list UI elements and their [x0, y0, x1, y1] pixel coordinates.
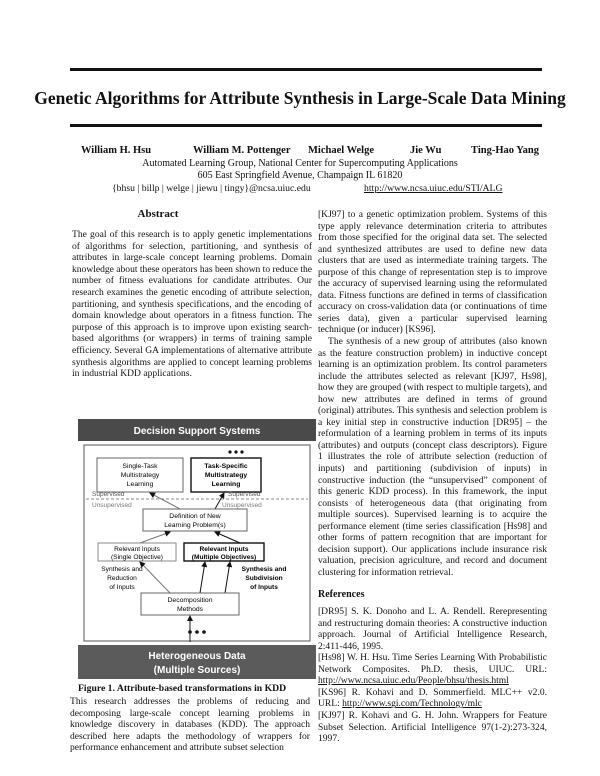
- decomposition-label: Decomposition: [167, 597, 213, 604]
- synth-subdivision-label: Synthesis and: [241, 566, 287, 573]
- unsupervised-label: Unsupervised: [92, 502, 132, 509]
- synth-reduction-label: Synthesis and: [101, 566, 143, 573]
- reference-text: [KS96] R. Kohavi and D. Sommerfield. MLC++ v2.0. URL:: [318, 686, 547, 710]
- dot: [228, 450, 231, 453]
- reference-link[interactable]: http://www.sgi.com/Technology/mlc: [342, 698, 482, 710]
- address-line: 605 East Springfield Avenue, Champaign IL 61820: [197, 170, 403, 181]
- author: William M. Pottenger: [193, 145, 291, 156]
- single-task-label: Single-Task: [122, 463, 158, 470]
- task-specific-label: Multistrategy: [204, 472, 248, 479]
- synth-reduction-label: Reduction: [107, 575, 137, 582]
- right-para-2: The synthesis of a new group of attributes (also known as the feature construction problem) in inductive concept learning is an optimization problem. Its control parameters include the attributes selected as relevant [KJ97, Hs98], how they are grouped (with respect to multiple targets), and how new attributes are defined in terms of ground (original) attributes. This synthesis and selection problem is a key initial step in constructive induction [DR95] – the reformulation of a learning problem in terms of its inputs (attributes) and outputs (concept class descriptors). Figure 1 illustrates the role of attribute selection (reduction of inputs) and partitioning (subdivision of inputs) in constructive induction (the “unsupervised” component of this generic KDD process). In this framework, the input consists of heterogeneous data (that originating from multiple sources). Supervised learning is to acquire the performance element (time series classification [Hs98] and other forms of pattern recognition that are important for decision support). Our applications include insurance risk valuation, precision agriculture, and record and document clustering for information retrieval.: [318, 336, 547, 578]
- reference-ks96: [318, 687, 547, 710]
- synth-subdivision-label: of Inputs: [250, 584, 278, 591]
- single-task-label: Multistrategy: [120, 472, 160, 479]
- email-address: {bhsu | billp | welge | jiewu | tingy}@ncsa.uiuc.edu: [112, 183, 311, 194]
- relevant-multiple-label: (Multiple Objectives): [191, 554, 257, 561]
- reference-kj97: [KJ97] R. Kohavi and G. H. John. Wrappers for Feature Subset Selection. Artificial Intelligence 97(1-2):273-324, 1997.: [318, 709, 547, 745]
- author: Jie Wu: [410, 145, 442, 156]
- dot: [202, 630, 206, 634]
- author: William H. Hsu: [81, 145, 152, 156]
- right-para-1: [KJ97] to a genetic optimization problem. Systems of this type apply relevance determination criteria to attributes from those specified for the original data set. The selected and synthesized attributes are used to define new data clusters that are used as intermediate training targets. The purpose of this change of representation step is to improve the accuracy of supervised learning using the reformulated data. Fitness functions are defined in terms of classification accuracy on cross-validation data (or continuations of time series data), given a particular supervised learning technique (or inducer) [KS96].: [318, 209, 547, 336]
- dot: [195, 630, 199, 634]
- paper-title: Genetic Algorithms for Attribute Synthesis in Large-Scale Data Mining: [34, 88, 566, 108]
- relevant-single-label: Relevant Inputs: [114, 546, 160, 553]
- definition-label: Learning Problem(s): [164, 522, 226, 529]
- reference-link[interactable]: http://www.ncsa.uiuc.edu/People/bhsu/thesis.html: [318, 675, 509, 687]
- supervised-label: Supervised: [228, 491, 261, 498]
- affiliation-line: Automated Learning Group, National Center for Supercomputing Applications: [142, 158, 458, 169]
- decision-support-label: Decision Support Systems: [133, 426, 261, 437]
- heterogeneous-data-label: Heterogeneous Data: [148, 651, 246, 662]
- author: Michael Welge: [308, 145, 374, 156]
- synth-reduction-label: of Inputs: [109, 584, 135, 591]
- right-column: [318, 209, 547, 745]
- single-task-label: Learning: [126, 481, 154, 488]
- dot: [240, 450, 243, 453]
- abstract-text: The goal of this research is to apply genetic implementations of algorithms for selection, partitioning, and synthesis of attributes in large-scale concept learning problems. Domain knowledge about these operators has been shown to reduce the number of fitness evaluations for candidate attributes. Our research examines the genetic encoding of attribute selection, partitioning, and synthesis specifications, and the encoding of domain knowledge about operators in a fitness function. The purpose of this approach is to improve upon existing search-based algorithms (or wrappers) in terms of training sample efficiency. Several GA implementations of alternative attribute synthesis algorithms are applied to concept learning problems in industrial KDD applications.: [72, 229, 312, 380]
- decomposition-label: Methods: [176, 606, 204, 613]
- unsupervised-label: Unsupervised: [222, 502, 262, 509]
- abstract-heading: Abstract: [137, 208, 179, 220]
- reference-dr95: [DR95] S. K. Donoho and L. A. Rendell. Rerepresenting and restructuring domain theories: A constructive induction approach. Journal of Artificial Intelligence Research, 2:411-446, 1995.: [318, 606, 547, 652]
- relevant-multiple-label: Relevant Inputs: [199, 546, 249, 553]
- left-column-text: This research addresses the problems of reducing and decomposing large-scale concept learning problems in knowledge discovery in databases (KDD). The approach described here adapts the methodology of wrappers for performance enhancement and attribute subset selection: [70, 696, 310, 754]
- task-specific-label: Learning: [211, 481, 241, 488]
- author: Ting-Hao Yang: [471, 145, 539, 156]
- heterogeneous-data-label: (Multiple Sources): [153, 665, 241, 676]
- left-column-tail: [70, 696, 310, 754]
- figure-caption: Figure 1. Attribute-based transformations in KDD: [78, 683, 287, 694]
- dot: [234, 450, 237, 453]
- group-url-link[interactable]: http://www.ncsa.uiuc.edu/STI/ALG: [364, 183, 503, 194]
- definition-label: Definition of New: [169, 513, 221, 520]
- references-heading: References: [318, 588, 365, 600]
- relevant-single-label: (Single Objective): [110, 554, 164, 561]
- synth-subdivision-label: Subdivision: [245, 575, 283, 582]
- supervised-label: Supervised: [92, 491, 125, 498]
- reference-text: [Hs98] W. H. Hsu. Time Series Learning With Probabilistic Network Composites. Ph.D. thesis, UIUC. URL:: [318, 652, 547, 675]
- reference-hs98: [318, 652, 547, 687]
- task-specific-label: Task-Specific: [204, 463, 248, 470]
